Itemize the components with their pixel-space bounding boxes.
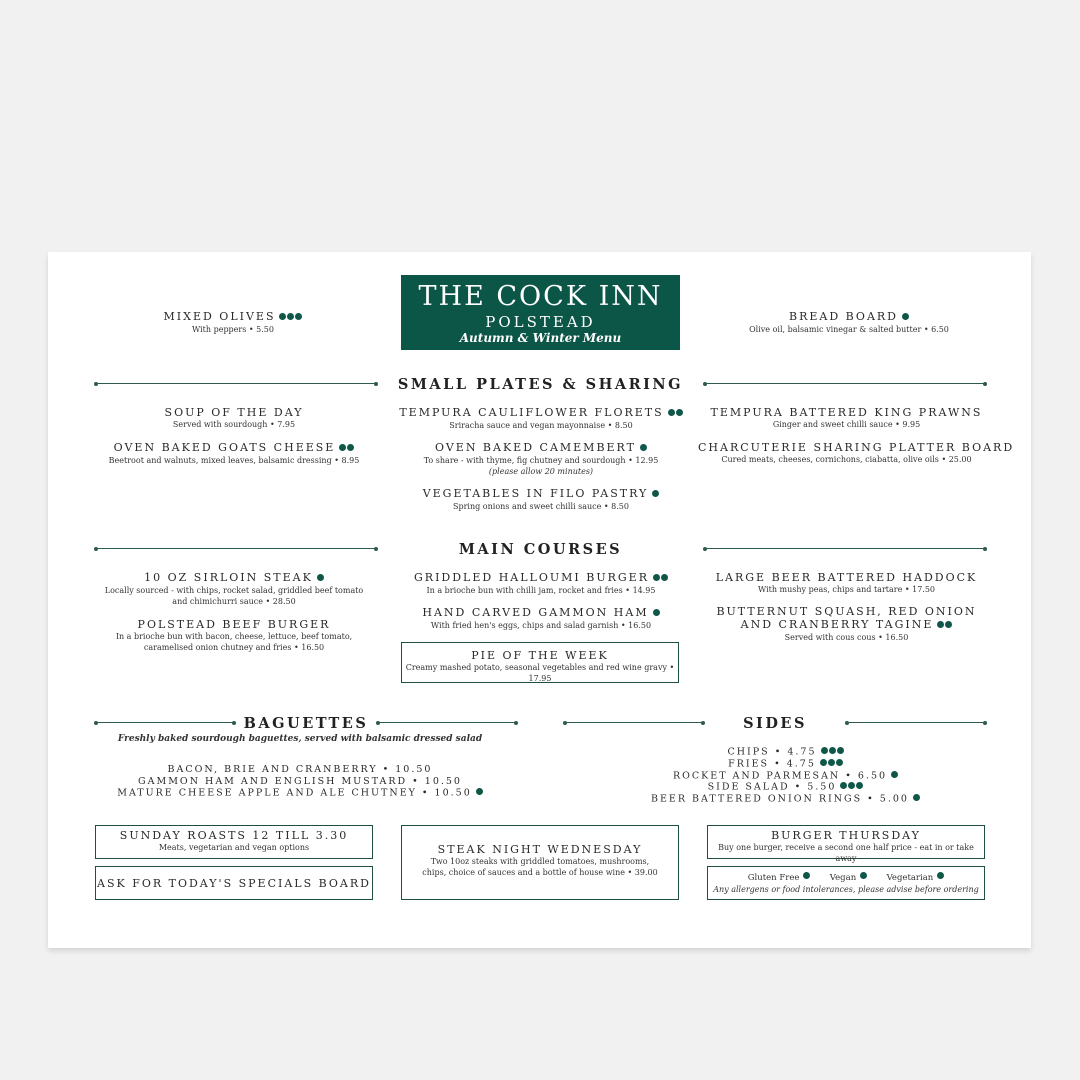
menu-item-olives	[108, 310, 358, 335]
item-desc: With mushy peas, chips and tartare • 17.50	[757, 585, 936, 594]
section-heading-baguettes: BAGUETTES	[243, 715, 369, 732]
menu-banner	[401, 275, 680, 350]
diet-icons	[667, 407, 683, 420]
menu-item	[698, 406, 995, 430]
vegan-icon	[859, 872, 867, 883]
diet-icons	[651, 488, 659, 501]
menu-item	[698, 571, 995, 595]
item-title: POLSTEAD BEEF BURGER	[137, 618, 331, 631]
box-desc: Two 10oz steaks with griddled tomatoes, mushrooms,	[430, 857, 650, 866]
item-desc: With peppers • 5.50	[192, 324, 274, 334]
side-item: CHIPS • 4.75	[727, 746, 817, 758]
diet-icons	[338, 442, 354, 455]
legend-gluten-free: Gluten Free	[747, 873, 800, 883]
pie-of-the-week-box	[401, 642, 679, 683]
item-title: HAND CARVED GAMMON HAM	[422, 606, 649, 619]
item-title: OVEN BAKED GOATS CHEESE	[113, 441, 336, 454]
vegetarian-icon	[936, 872, 944, 883]
item-desc: Sriracha sauce and vegan mayonnaise • 8.50	[449, 420, 633, 430]
divider-rule	[705, 548, 985, 549]
box-title: STEAK NIGHT WEDNESDAY	[437, 843, 643, 856]
item-title: SOUP OF THE DAY	[164, 406, 304, 419]
menu-item	[88, 441, 380, 466]
legend-vegan: Vegan	[829, 873, 857, 883]
side-item: FRIES • 4.75	[728, 758, 816, 769]
diet-icons	[890, 770, 898, 782]
dietary-legend	[708, 872, 984, 884]
item-desc: In a brioche bun with bacon, cheese, lettuce, beef tomato,	[115, 632, 353, 641]
menu-item	[391, 441, 691, 477]
diet-icons	[912, 793, 920, 805]
item-desc: Served with cous cous • 16.50	[784, 632, 909, 642]
diet-icons	[936, 619, 952, 632]
baguette-item: MATURE CHEESE APPLE AND ALE CHUTNEY • 10.50	[117, 787, 472, 799]
divider-rule	[565, 722, 703, 723]
diet-icons	[316, 572, 324, 585]
item-desc: Locally sourced - with chips, rocket salad, griddled beef tomato	[104, 585, 364, 595]
diet-icons	[652, 572, 668, 585]
menu-item	[88, 406, 380, 430]
box-title: BURGER THURSDAY	[771, 829, 921, 842]
item-title: BREAD BOARD	[788, 310, 898, 323]
item-desc: Olive oil, balsamic vinegar & salted butter • 6.50	[749, 324, 949, 334]
box-desc: Buy one burger, receive a second one half price - eat in or take away	[718, 843, 974, 863]
item-title: VEGETABLES IN FILO PASTRY	[422, 487, 649, 500]
legend-vegetarian: Vegetarian	[886, 873, 934, 883]
box-desc: Meats, vegetarian and vegan options	[158, 843, 310, 852]
item-title: BUTTERNUT SQUASH, RED ONION	[716, 605, 977, 618]
section-heading-small-plates: SMALL PLATES & SHARING	[397, 376, 684, 393]
allergen-note: Any allergens or food intolerances, please advise before ordering	[713, 885, 979, 894]
divider-rule	[705, 383, 985, 384]
gluten-free-icon	[802, 872, 810, 883]
diet-icons	[475, 787, 483, 799]
diet-icons	[819, 758, 843, 770]
menu-subtitle: Autumn & Winter Menu	[459, 331, 622, 345]
menu-item	[88, 618, 380, 653]
menu-item	[391, 406, 691, 431]
diet-icons	[652, 607, 660, 620]
menu-item	[88, 571, 380, 607]
menu-item	[391, 571, 691, 596]
item-title: LARGE BEER BATTERED HADDOCK	[715, 571, 978, 584]
section-heading-mains: MAIN COURSES	[458, 541, 623, 558]
restaurant-name: THE COCK INN	[418, 281, 663, 312]
box-title: ASK FOR TODAY'S SPECIALS BOARD	[97, 877, 371, 890]
item-title: TEMPURA BATTERED KING PRAWNS	[710, 406, 983, 419]
item-title: CHARCUTERIE SHARING PLATTER BOARD	[698, 441, 1015, 454]
item-title: AND CRANBERRY TAGINE	[740, 618, 934, 631]
item-desc: To share - with thyme, fig chutney and sourdough • 12.95	[423, 455, 659, 465]
baguette-item: BACON, BRIE AND CRANBERRY • 10.50	[167, 764, 433, 775]
restaurant-location: POLSTEAD	[485, 313, 596, 331]
baguettes-subtitle: Freshly baked sourdough baguettes, served with balsamic dressed salad	[117, 734, 483, 744]
menu-item	[391, 487, 691, 512]
side-item: ROCKET AND PARMESAN • 6.50	[672, 769, 888, 781]
box-title: SUNDAY ROASTS 12 TILL 3.30	[119, 829, 349, 842]
menu-item	[391, 606, 691, 631]
diet-icons	[639, 442, 647, 455]
menu-item	[698, 441, 1015, 465]
menu-item-bread	[714, 310, 984, 335]
item-desc: Creamy mashed potato, seasonal vegetables and red wine gravy • 17.95	[405, 663, 675, 683]
item-title: MIXED OLIVES	[163, 310, 276, 323]
item-desc: and chimichurri sauce • 28.50	[172, 596, 296, 606]
baguette-list	[88, 764, 512, 799]
item-desc: With fried hen's eggs, chips and salad garnish • 16.50	[430, 620, 652, 630]
diet-icons	[820, 746, 844, 758]
side-item: BEER BATTERED ONION RINGS • 5.00	[651, 793, 909, 805]
burger-thursday-box	[707, 825, 985, 863]
menu-item	[698, 605, 995, 643]
sunday-roasts-box	[95, 825, 373, 859]
divider-rule	[96, 383, 376, 384]
item-desc: Cured meats, cheeses, cornichons, ciabatta, olive oils • 25.00	[721, 455, 972, 464]
steak-night-box	[401, 825, 679, 900]
diet-icons	[278, 311, 302, 324]
dietary-legend-box	[707, 866, 985, 900]
diet-icons	[839, 781, 863, 793]
item-desc: Served with sourdough • 7.95	[172, 420, 296, 429]
item-title: OVEN BAKED CAMEMBERT	[435, 441, 636, 454]
item-desc: caramelised onion chutney and fries • 16.50	[143, 643, 325, 652]
divider-rule	[96, 548, 376, 549]
item-note: (please allow 20 minutes)	[488, 466, 594, 476]
item-title: 10 OZ SIRLOIN STEAK	[144, 571, 313, 584]
item-desc: Ginger and sweet chilli sauce • 9.95	[772, 420, 921, 429]
item-title: GRIDDLED HALLOUMI BURGER	[414, 571, 649, 584]
diet-icons	[901, 311, 909, 324]
item-desc: Spring onions and sweet chilli sauce • 8.50	[453, 501, 629, 511]
divider-rule	[96, 722, 234, 723]
menu-sheet	[48, 252, 1031, 948]
section-heading-sides: SIDES	[743, 715, 807, 732]
item-title: TEMPURA CAULIFLOWER FLORETS	[399, 406, 664, 419]
item-title: PIE OF THE WEEK	[471, 649, 609, 662]
sides-list	[608, 746, 963, 805]
baguette-item: GAMMON HAM AND ENGLISH MUSTARD • 10.50	[138, 775, 462, 787]
item-desc: In a brioche bun with chilli jam, rocket and fries • 14.95	[426, 585, 656, 595]
item-desc: Beetroot and walnuts, mixed leaves, balsamic dressing • 8.95	[108, 455, 360, 465]
box-desc: chips, choice of sauces and a bottle of house wine • 39.00	[422, 868, 658, 877]
divider-rule	[378, 722, 516, 723]
specials-board-box	[95, 866, 373, 900]
side-item: SIDE SALAD • 5.50	[707, 781, 837, 793]
divider-rule	[847, 722, 985, 723]
